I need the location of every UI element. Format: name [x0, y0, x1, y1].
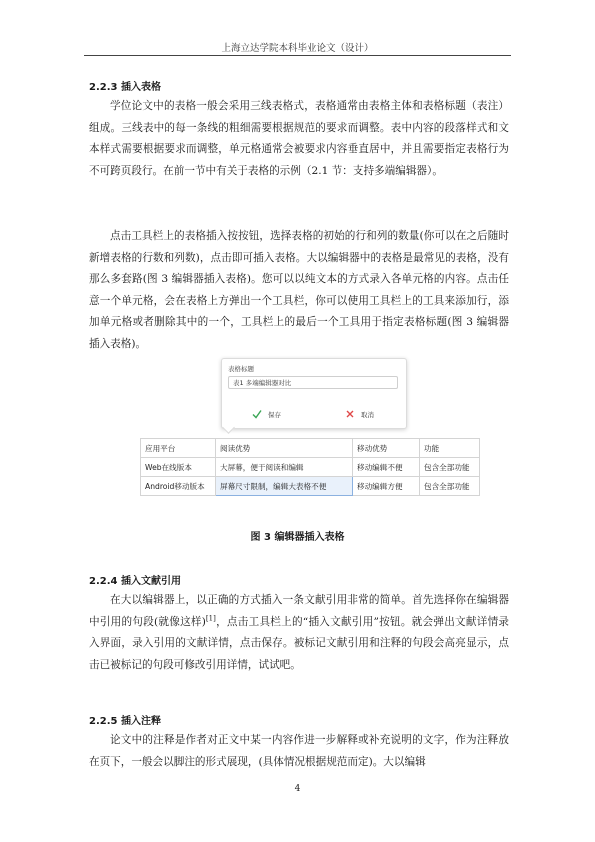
page-number: 4 — [294, 784, 301, 794]
table-cell[interactable]: 移动编辑不便 — [353, 458, 420, 477]
table-cell[interactable]: 阅读优势 — [216, 439, 353, 458]
section-heading-2-2-3: 2.2.3 插入表格 — [89, 82, 161, 93]
paragraph-text: ，点击工具栏上的“插入文献引用”按钮。就会弹出文献详情录入界面，录入引用的文献详情，点击保存。被标记文献引用和注释的句段会高亮显示，点击已被标记的句段可修改引用详情，试试吧。 — [89, 615, 509, 671]
table-header-row — [141, 439, 480, 458]
running-header: 上海立达学院本科毕业论文（设计） — [221, 43, 374, 54]
selected-table-cell[interactable]: 屏幕尺寸限制，编辑大表格不便 — [216, 477, 353, 496]
save-label: 保存 — [268, 410, 281, 419]
figure-caption: 图 3 编辑器插入表格 — [250, 532, 345, 543]
table-cell[interactable]: 应用平台 — [141, 439, 216, 458]
paragraph-text: 在大以编辑器上，以正确的方式插入一条文献引用非常的简单。首先选择你在编辑器中引用的句段(就像这样) — [89, 594, 509, 628]
table-caption-input[interactable]: 表1 多端编辑器对比 — [228, 376, 398, 389]
table-cell[interactable]: 功能 — [420, 439, 480, 458]
table-caption-popup — [221, 358, 407, 429]
table-cell[interactable]: Android移动版本 — [141, 477, 216, 496]
cancel-button[interactable] — [345, 409, 374, 419]
section-heading-2-2-4: 2.2.4 插入文献引用 — [89, 576, 181, 587]
section-heading-2-2-5: 2.2.5 插入注释 — [89, 716, 161, 727]
citation-marker[interactable]: [1] — [205, 614, 216, 623]
paragraph — [89, 590, 509, 676]
save-button[interactable] — [252, 409, 281, 419]
paragraph: 论文中的注释是作者对正文中某一内容作进一步解释或补充说明的文字，作为注释放在页下，一般会以脚注的形式展现，(具体情况根据规范而定)。大以编辑 — [89, 734, 509, 768]
popup-title: 表格标题 — [228, 365, 254, 373]
table-cell[interactable]: 包含全部功能 — [420, 477, 480, 496]
paragraph: 点击工具栏上的表格插入按按钮，选择表格的初始的行和列的数量(你可以在之后随时新增表格的行数和列数)，点击即可插入表格。大以编辑器中的表格是最常见的表格，没有那么多套路(图 3 编辑器插入表格)。您可以以纯文本的方式录入各单元格的内容。点击任意一个单元格，会在表格上方弹出一个工具栏，你可以使用工具栏上的工具来添加行，添加单元格或者删除其中的一个，工具栏上的最后一个工具用于指定表格标题(图 3 编辑器插入表格)。 — [89, 230, 509, 350]
cancel-label: 取消 — [361, 410, 374, 419]
table-cell[interactable]: 大屏幕，便于阅读和编辑 — [216, 458, 353, 477]
check-icon — [252, 409, 262, 419]
editor-table-figure — [140, 358, 480, 498]
table-cell[interactable]: 移动优势 — [353, 439, 420, 458]
close-icon — [345, 409, 355, 419]
table-cell[interactable]: 移动编辑方便 — [353, 477, 420, 496]
table-row — [141, 477, 480, 496]
table-row — [141, 458, 480, 477]
paragraph: 学位论文中的表格一般会采用三线表格式，表格通常由表格主体和表格标题（表注）组成。三线表中的每一条线的粗细需要根据规范的要求而调整。表中内容的段落样式和文本样式需要根据要求而调整，单元格通常会被要求内容垂直居中，并且需要指定表格行为不可跨页段行。在前一节中有关于表格的示例（2.1 节：支持多端编辑器）。 — [89, 100, 509, 177]
editor-table — [140, 438, 480, 496]
header-rule — [84, 55, 511, 56]
table-cell[interactable]: Web在线版本 — [141, 458, 216, 477]
table-cell[interactable]: 包含全部功能 — [420, 458, 480, 477]
